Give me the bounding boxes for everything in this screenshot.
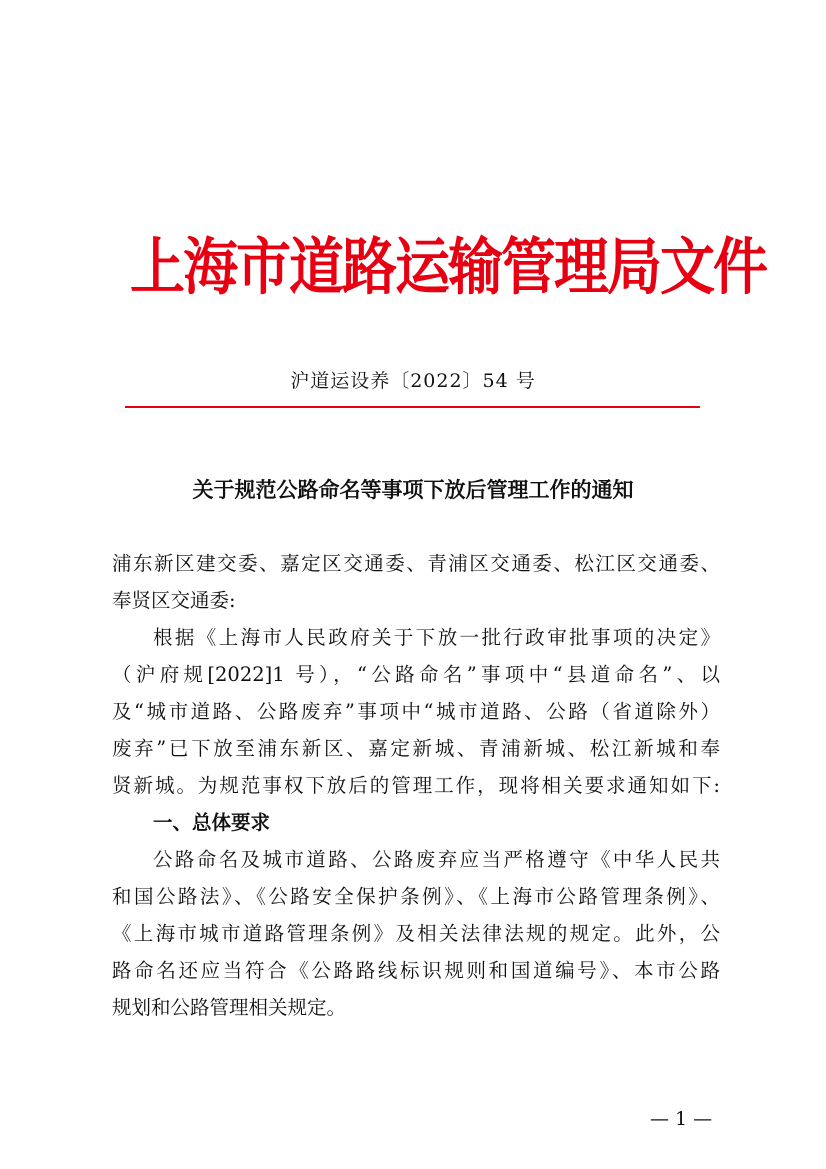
paragraph-line: 及“城市道路、公路废弃”事项中“城市道路、公路（省道除外） [112, 700, 720, 723]
paragraph-line: 路命名还应当符合《公路路线标识规则和国道编号》、本市公路 [112, 959, 720, 982]
paragraph-line: 公路命名及城市道路、公路废弃应当严格遵守《中华人民共 [153, 848, 720, 871]
addressee-line: 浦东新区建交委、嘉定区交通委、青浦区交通委、松江区交通委、 [112, 552, 720, 575]
document-body [112, 545, 720, 1026]
page-number: — 1 — [650, 1108, 713, 1130]
paragraph-line: 贤新城。为规范事权下放后的管理工作，现将相关要求通知如下: [112, 774, 720, 797]
document-number: 沪道运设养〔2022〕54 号 [290, 370, 536, 392]
paragraph-line: 《上海市城市道路管理条例》及相关法律法规的规定。此外，公 [112, 922, 720, 945]
agency-title: 上海市道路运输管理局文件 [130, 229, 767, 303]
paragraph-line: 根据《上海市人民政府关于下放一批行政审批事项的决定》 [153, 626, 720, 649]
paragraph-line: 和国公路法》、《公路安全保护条例》、《上海市公路管理条例》、 [112, 885, 720, 908]
addressee-line: 奉贤区交通委: [112, 589, 236, 612]
red-divider [125, 406, 700, 408]
paragraph-line: 废弃”已下放至浦东新区、嘉定新城、青浦新城、松江新城和奉 [112, 737, 720, 760]
paragraph-line: （沪府规[2022]1 号），“公路命名”事项中“县道命名”、以 [112, 663, 720, 686]
section-heading: 一、总体要求 [153, 811, 271, 834]
paragraph-line: 规划和公路管理相关规定。 [112, 996, 347, 1019]
notice-title: 关于规范公路命名等事项下放后管理工作的通知 [192, 478, 634, 502]
